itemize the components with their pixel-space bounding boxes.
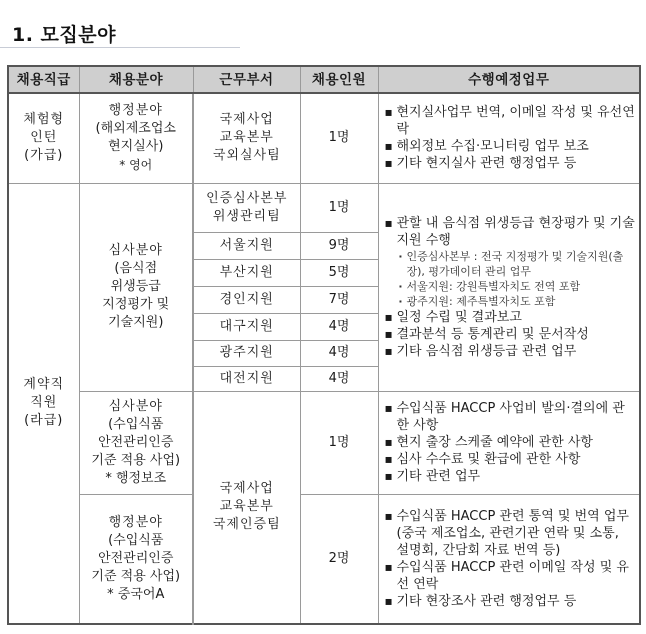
count-cell: 7명 [300, 286, 378, 313]
duties-cell [378, 93, 640, 183]
table-row [8, 183, 640, 232]
dept-line: 교육본부 [219, 130, 274, 146]
count-cell: 5명 [300, 259, 378, 286]
field-line: 기술지원) [108, 315, 164, 330]
header-grade: 채용직급 [8, 66, 79, 93]
duty-item: ▪ 기타 현장조사 관련 행정업무 등 [385, 593, 636, 610]
dept-line: 국제사업 [219, 112, 274, 128]
duty-item: ▪ 심사 수수료 및 환급에 관한 사항 [385, 451, 636, 468]
duty-item: ▪ 결과분석 등 통계관리 및 문서작성 [385, 326, 636, 343]
table-header-row [8, 66, 640, 93]
field-cell [79, 391, 193, 494]
department-cell: 서울지원 [193, 232, 300, 259]
duties-cell [378, 183, 640, 391]
field-line: 행정분야 [108, 514, 163, 530]
field-line: (해외제조업소 [95, 121, 176, 137]
field-cell [79, 183, 193, 391]
duty-item: ▪ 일정 수립 및 결과보고 [385, 309, 636, 326]
department-cell [193, 183, 300, 232]
grade-line: 인턴 [30, 130, 58, 146]
duties-cell [378, 391, 640, 494]
duty-item: ▪ 현지실사업무 번역, 이메일 작성 및 유선연락 [385, 104, 636, 138]
dept-line: 국외실사팀 [212, 148, 281, 164]
dept-line: 인증심사본부 [206, 190, 288, 206]
field-line: 심사분야 [108, 243, 163, 258]
duty-item: ▪ 수입식품 HACCP 관련 이메일 작성 및 유선 연락 [385, 559, 636, 593]
field-line: 현지실사) [108, 139, 164, 155]
count-cell: 9명 [300, 232, 378, 259]
field-line: 기준 적용 사업) [91, 568, 181, 584]
duties-cell [378, 494, 640, 624]
duty-item: ▪ 해외정보 수집·모니터링 업무 보조 [385, 138, 636, 155]
grade-line: (라급) [24, 413, 64, 429]
field-note: * 행정보조 [105, 470, 167, 486]
duty-subitem: · 광주지원: 제주특별자치도 포함 [385, 294, 636, 309]
field-line: 위생등급 [110, 279, 161, 294]
header-field: 채용분야 [79, 66, 193, 93]
count-cell: 1명 [300, 93, 378, 183]
dept-line: 국제인증팀 [212, 517, 281, 533]
field-note: * 영어 [119, 158, 153, 173]
field-line: 기준 적용 사업) [91, 452, 181, 468]
header-department: 근무부서 [193, 66, 300, 93]
count-cell: 1명 [300, 391, 378, 494]
count-cell: 1명 [300, 183, 378, 232]
duty-subitem: · 인증심사본부 : 전국 지정평가 및 기술지원(출장), 평가데이터 관리 업무 [385, 249, 636, 279]
field-line: 지정평가 및 [102, 297, 170, 312]
duty-item: ▪ 기타 현지실사 관련 행정업무 등 [385, 155, 636, 172]
department-cell: 경인지원 [193, 286, 300, 313]
duty-item: ▪ 기타 음식점 위생등급 관련 업무 [385, 343, 636, 360]
department-cell: 광주지원 [193, 340, 300, 366]
field-cell [79, 494, 193, 624]
field-line: (수입식품 [108, 416, 164, 432]
table-row [8, 391, 640, 494]
grade-cell [8, 183, 79, 624]
grade-line: 계약직 [23, 377, 65, 393]
count-cell: 4명 [300, 366, 378, 391]
department-cell: 대구지원 [193, 313, 300, 340]
duty-subitem: · 서울지원: 강원특별자치도 전역 포함 [385, 279, 636, 294]
field-cell [79, 93, 193, 183]
grade-cell [8, 93, 79, 183]
dept-line: 국제사업 [219, 481, 274, 497]
department-cell [193, 391, 300, 624]
section-title: 1. 모집분야 [12, 24, 116, 46]
header-duties: 수행예정업무 [378, 66, 640, 93]
field-note: * 중국어A [107, 586, 165, 602]
table-row [8, 93, 640, 183]
dept-line: 교육본부 [219, 499, 274, 515]
grade-line: (가급) [24, 148, 64, 164]
table-row [8, 494, 640, 624]
field-line: (음식점 [114, 261, 158, 276]
dept-line: 위생관리팀 [212, 208, 281, 224]
field-line: 안전관리인증 [98, 550, 174, 566]
count-cell: 2명 [300, 494, 378, 624]
recruitment-table [7, 65, 641, 625]
duty-item: ▪ 기타 관련 업무 [385, 468, 636, 485]
department-cell: 대전지원 [193, 366, 300, 391]
department-cell: 부산지원 [193, 259, 300, 286]
grade-line: 체험형 [23, 112, 65, 128]
header-count: 채용인원 [300, 66, 378, 93]
field-line: 심사분야 [108, 398, 163, 414]
title-divider [0, 47, 240, 48]
field-line: 행정분야 [108, 103, 163, 119]
duty-item: ▪ 관할 내 음식점 위생등급 현장평가 및 기술지원 수행 [385, 215, 636, 249]
field-line: (수입식품 [108, 532, 164, 548]
duty-item: ▪ 수입식품 HACCP 관련 통역 및 번역 업무 (중국 제조업소, 관련기관 연락 및 소통, 설명회, 간담회 자료 번역 등) [385, 508, 636, 559]
department-cell [193, 93, 300, 183]
count-cell: 4명 [300, 340, 378, 366]
count-cell: 4명 [300, 313, 378, 340]
duty-item: ▪ 수입식품 HACCP 사업비 발의·결의에 관한 사항 [385, 400, 636, 434]
duty-item: ▪ 현지 출장 스케줄 예약에 관한 사항 [385, 434, 636, 451]
grade-line: 직원 [30, 395, 58, 411]
field-line: 안전관리인증 [98, 434, 174, 450]
